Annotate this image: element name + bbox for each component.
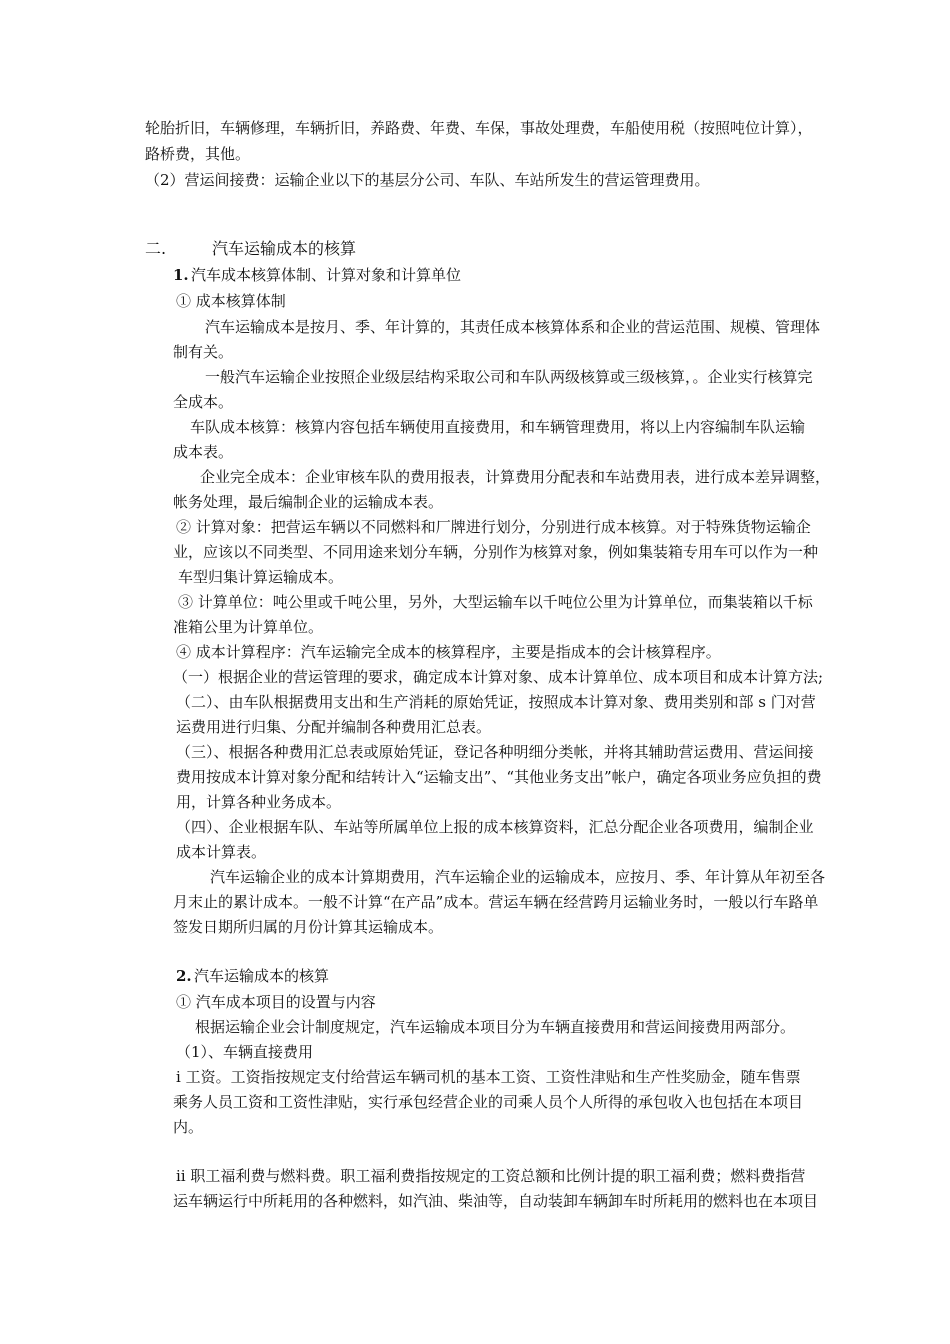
paragraph-line: 根据运输企业会计制度规定，汽车运输成本项目分为车辆直接费用和营运间接费用两部分。 (195, 1018, 796, 1036)
paragraph-line: （2）营运间接费：运输企业以下的基层分公司、车队、车站所发生的营运管理费用。 (145, 171, 710, 189)
section-title: 汽车运输成本的核算 (212, 239, 357, 258)
item-heading: ① 汽车成本项目的设置与内容 (176, 993, 376, 1011)
paragraph-line: 车队成本核算：核算内容包括车辆使用直接费用，和车辆管理费用，将以上内容编制车队运输 (190, 418, 806, 436)
paragraph-line: ⅰ 工资。工资指按规定支付给营运车辆司机的基本工资、工资性津贴和生产性奖励金，随车售票 (176, 1068, 801, 1086)
paragraph-line: 签发日期所归属的月份计算其运输成本。 (173, 918, 444, 936)
paragraph-line: 全成本。 (173, 393, 234, 411)
paragraph-line: 准箱公里为计算单位。 (173, 618, 324, 636)
paragraph-line: 制有关。 (173, 343, 234, 361)
paragraph-line: 成本表。 (173, 443, 234, 461)
paragraph-line: （二）、由车队根据费用支出和生产消耗的原始凭证，按照成本计算对象、费用类别和部 s 门对营 (176, 693, 816, 711)
section-number: 二. (145, 239, 167, 258)
paragraph-line: 路桥费，其他。 (145, 145, 251, 163)
paragraph-line: ⅱ 职工福利费与燃料费。职工福利费指按规定的工资总额和比例计提的职工福利费；燃料费指营 (176, 1167, 806, 1185)
item-heading: ① 成本核算体制 (176, 292, 286, 310)
subsection-title: 汽车运输成本的核算 (194, 967, 330, 985)
paragraph-line: ③ 计算单位：吨公里或千吨公里，另外，大型运输车以千吨位公里为计算单位，而集装箱以千标 (178, 593, 813, 611)
paragraph-line: 乘务人员工资和工资性津贴，实行承包经营企业的司乘人员个人所得的承包收入也包括在本项目 (173, 1093, 804, 1111)
paragraph-line: 一般汽车运输企业按照企业级层结构采取公司和车队两级核算或三级核算，。企业实行核算完 (205, 368, 813, 386)
subsection-number: 1. (173, 266, 189, 284)
paragraph-line: 帐务处理，最后编制企业的运输成本表。 (173, 493, 444, 511)
paragraph-line: 内。 (173, 1118, 204, 1136)
paragraph-line: 汽车运输企业的成本计算期费用，汽车运输企业的运输成本，应按月、季、年计算从年初至各 (210, 868, 826, 886)
paragraph-line: 用，计算各种业务成本。 (176, 793, 342, 811)
item-heading: （1）、车辆直接费用 (176, 1043, 314, 1061)
paragraph-line: ④ 成本计算程序：汽车运输完全成本的核算程序，主要是指成本的会计核算程序。 (176, 643, 721, 661)
paragraph-line: （四）、企业根据车队、车站等所属单位上报的成本核算资料，汇总分配企业各项费用，编制企业 (176, 818, 814, 836)
paragraph-line: 企业完全成本：企业审核车队的费用报表，计算费用分配表和车站费用表，进行成本差异调整， (200, 468, 831, 486)
paragraph-line: 轮胎折旧，车辆修理，车辆折旧，养路费、年费、车保，事故处理费，车船使用税（按照吨位计算）， (145, 119, 813, 137)
paragraph-line: 汽车运输成本是按月、季、年计算的，其责任成本核算体系和企业的营运范围、规模、管理体 (205, 318, 821, 336)
subsection-number: 2. (176, 967, 192, 985)
paragraph-line: 月末止的累计成本。一般不计算“在产品”成本。营运车辆在经营跨月运输业务时，一般以行车路单 (173, 893, 819, 911)
paragraph-line: 运车辆运行中所耗用的各种燃料，如汽油、柴油等，自动装卸车辆卸车时所耗用的燃料也在本项目 (173, 1192, 819, 1210)
paragraph-line: 业，应该以不同类型、不同用途来划分车辆，分别作为核算对象，例如集装箱专用车可以作为一种 (173, 543, 819, 561)
paragraph-line: ② 计算对象：把营运车辆以不同燃料和厂牌进行划分，分别进行成本核算。对于特殊货物运输企 (176, 518, 811, 536)
paragraph-line: 车型归集计算运输成本。 (178, 568, 344, 586)
paragraph-line: 运费用进行归集、分配并编制各种费用汇总表。 (176, 718, 492, 736)
paragraph-line: 成本计算表。 (176, 843, 267, 861)
subsection-title: 汽车成本核算体制、计算对象和计算单位 (191, 266, 462, 284)
paragraph-line: （三）、根据各种费用汇总表或原始凭证，登记各种明细分类帐，并将其辅助营运费用、营运间接 (176, 743, 814, 761)
paragraph-line: （一）根据企业的营运管理的要求，确定成本计算对象、成本计算单位、成本项目和成本计算方法; (173, 668, 824, 686)
paragraph-line: 费用按成本计算对象分配和结转计入“运输支出”、“其他业务支出”帐户，确定各项业务应负担的费 (176, 768, 822, 786)
